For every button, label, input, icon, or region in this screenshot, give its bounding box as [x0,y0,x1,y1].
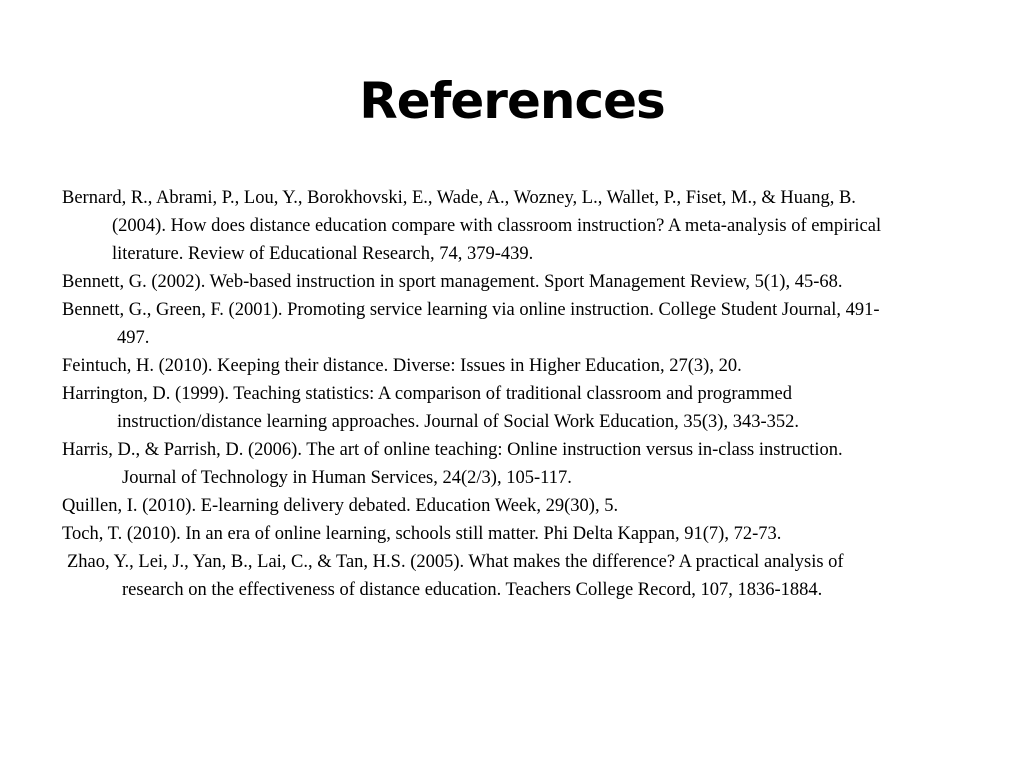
reference-line: Bennett, G., Green, F. (2001). Promoting service learning via online instruction. College Student Journal, 491- [62,300,880,320]
reference-line: Quillen, I. (2010). E-learning delivery debated. Education Week, 29(30), 5. [62,496,619,516]
reference-line: Harris, D., & Parrish, D. (2006). The art of online teaching: Online instruction versus in-class instruction. [62,440,843,460]
reference-line: Journal of Technology in Human Services, 24(2/3), 105-117. [122,468,572,488]
reference-line: 497. [117,328,150,348]
reference-line: research on the effectiveness of distance education. Teachers College Record, 107, 1836-1884. [122,580,823,600]
reference-line: Harrington, D. (1999). Teaching statistics: A comparison of traditional classroom and programmed [62,384,792,404]
reference-line: Bennett, G. (2002). Web-based instruction in sport management. Sport Management Review, 5(1), 45-68. [62,272,843,292]
reference-line: instruction/distance learning approaches. Journal of Social Work Education, 35(3), 343-352. [117,412,799,432]
reference-line: (2004). How does distance education compare with classroom instruction? A meta-analysis of empirical [112,216,882,236]
reference-line: Feintuch, H. (2010). Keeping their distance. Diverse: Issues in Higher Education, 27(3), 20. [62,356,742,376]
reference-line: Bernard, R., Abrami, P., Lou, Y., Borokhovski, E., Wade, A., Wozney, L., Wallet, P., Fiset, M., & Huang, B. [62,188,856,208]
reference-line: Zhao, Y., Lei, J., Yan, B., Lai, C., & Tan, H.S. (2005). What makes the difference? A practical analysis of [67,552,844,572]
slide-title: References [359,72,665,130]
reference-line: Toch, T. (2010). In an era of online learning, schools still matter. Phi Delta Kappan, 91(7), 72-73. [62,524,782,544]
reference-line: literature. Review of Educational Research, 74, 379-439. [112,244,534,264]
reference-list [62,184,962,604]
